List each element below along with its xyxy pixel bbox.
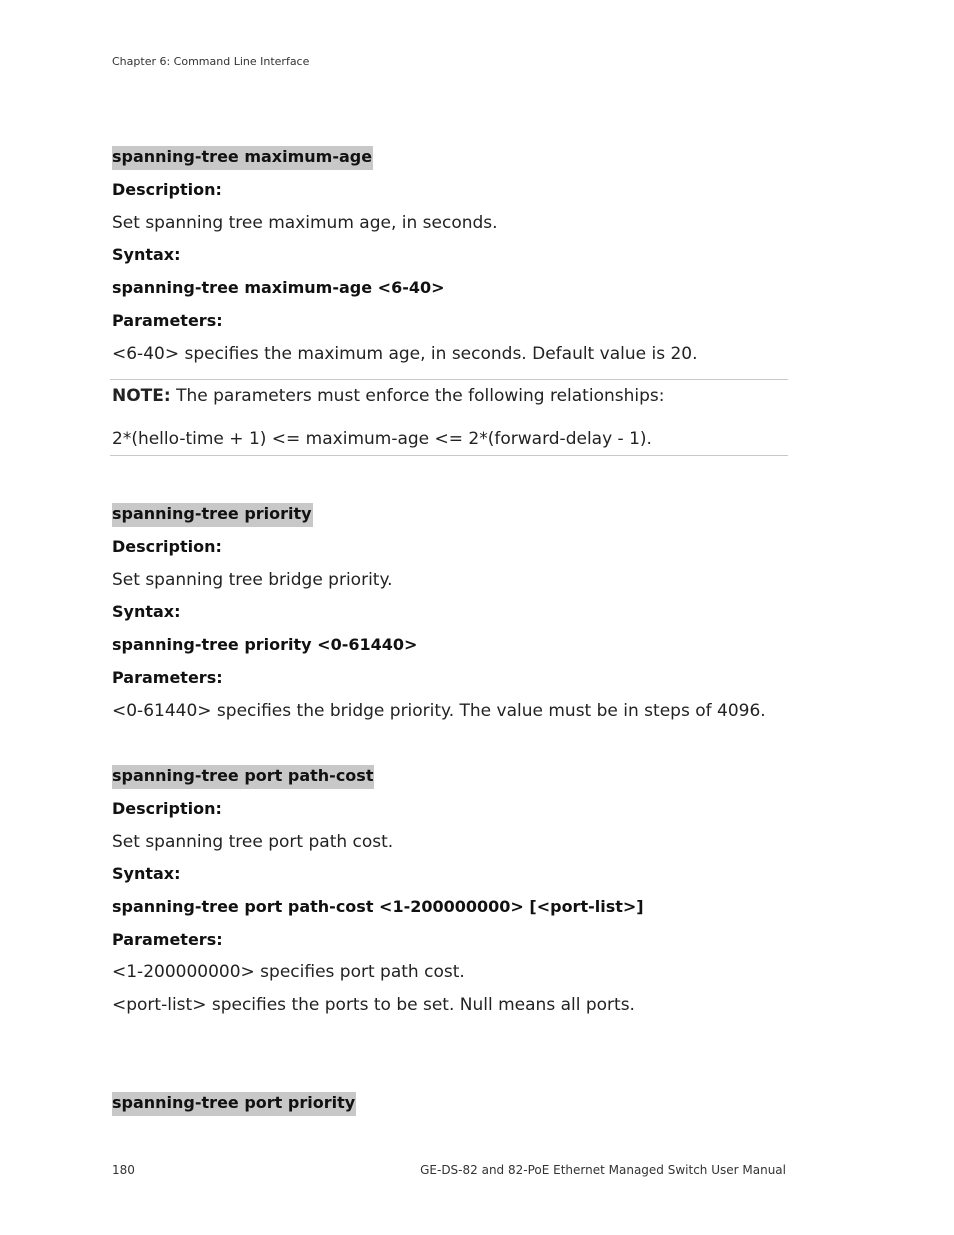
- description-label: Description:: [112, 537, 222, 556]
- syntax-text: spanning-tree port path-cost <1-200000000> [<port-list>]: [112, 897, 644, 916]
- command-heading-maximum-age: spanning-tree maximum-age: [112, 146, 373, 170]
- page-number: 180: [112, 1163, 135, 1177]
- note-label: NOTE:: [112, 386, 171, 406]
- parameters-label: Parameters:: [112, 668, 223, 687]
- parameter-text: <0-61440> specifies the bridge priority. The value must be in steps of 4096.: [112, 701, 766, 721]
- command-heading-priority: spanning-tree priority: [112, 503, 313, 527]
- description-text: Set spanning tree port path cost.: [112, 832, 394, 852]
- running-head-chapter: Chapter 6: Command Line Interface: [112, 55, 310, 68]
- note-formula: 2*(hello-time + 1) <= maximum-age <= 2*(forward-delay - 1).: [112, 429, 652, 449]
- command-heading-port-priority: spanning-tree port priority: [112, 1092, 356, 1116]
- syntax-label: Syntax:: [112, 864, 181, 883]
- description-text: Set spanning tree bridge priority.: [112, 570, 393, 590]
- note-text: The parameters must enforce the following relationships:: [170, 386, 665, 406]
- command-heading-port-path-cost: spanning-tree port path-cost: [112, 765, 374, 789]
- description-label: Description:: [112, 180, 222, 199]
- parameters-label: Parameters:: [112, 930, 223, 949]
- note-box: [110, 379, 788, 456]
- description-label: Description:: [112, 799, 222, 818]
- syntax-label: Syntax:: [112, 602, 181, 621]
- parameter-text: <port-list> specifies the ports to be set. Null means all ports.: [112, 995, 635, 1015]
- parameter-text: <6-40> specifies the maximum age, in seconds. Default value is 20.: [112, 344, 698, 364]
- parameters-label: Parameters:: [112, 311, 223, 330]
- syntax-text: spanning-tree maximum-age <6-40>: [112, 278, 445, 297]
- note-line: [112, 385, 664, 407]
- parameter-text: <1-200000000> specifies port path cost.: [112, 962, 465, 982]
- description-text: Set spanning tree maximum age, in seconds.: [112, 213, 498, 233]
- manual-title: GE-DS-82 and 82-PoE Ethernet Managed Switch User Manual: [420, 1163, 786, 1177]
- syntax-text: spanning-tree priority <0-61440>: [112, 635, 418, 654]
- syntax-label: Syntax:: [112, 245, 181, 264]
